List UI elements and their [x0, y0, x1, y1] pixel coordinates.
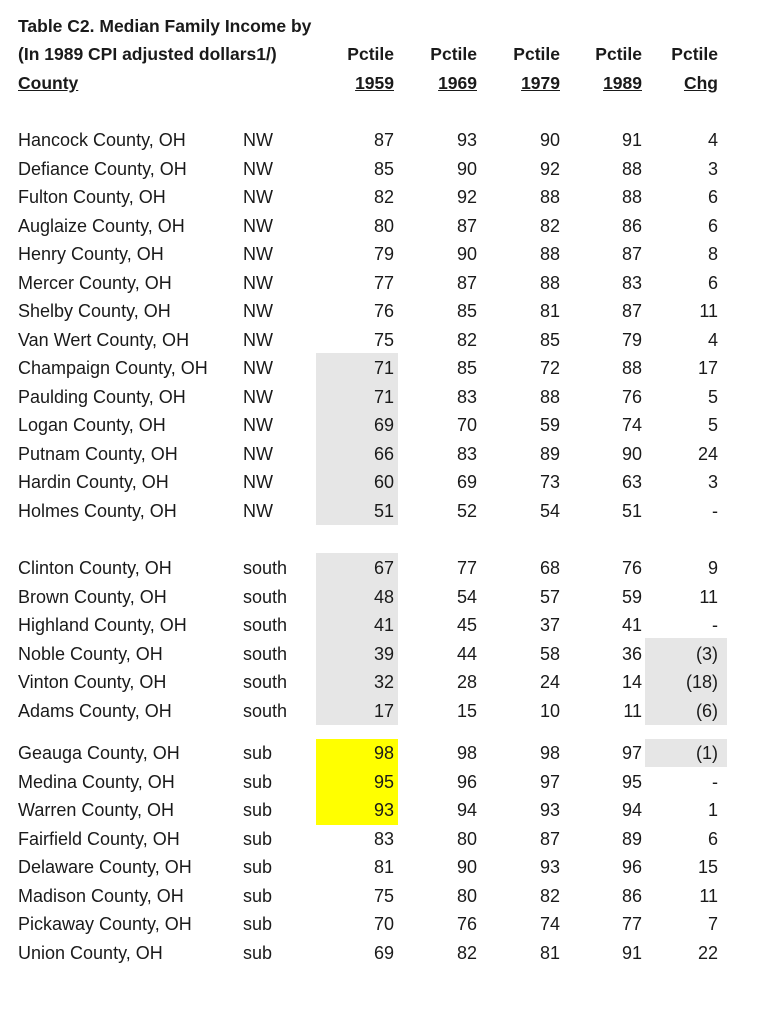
column-header-top-3: Pctile	[595, 44, 642, 64]
value-cell: 81	[539, 942, 560, 963]
table-title: Table C2. Median Family Income by	[18, 16, 312, 36]
column-header-year-0: 1959	[355, 73, 394, 93]
value-cell: 91	[621, 130, 642, 150]
value-cell: 54	[539, 500, 560, 521]
value-cell: 11	[623, 700, 642, 721]
county-name: Delaware County, OH	[18, 857, 192, 877]
table-subtitle: (In 1989 CPI adjusted dollars1/)	[18, 44, 277, 64]
value-cell: 7	[707, 914, 718, 934]
county-name: Warren County, OH	[18, 800, 175, 820]
value-cell: 17	[373, 700, 394, 721]
value-cell: 85	[456, 358, 477, 378]
value-cell: 96	[456, 771, 477, 792]
county-name: Fairfield County, OH	[18, 828, 180, 849]
value-cell: 80	[456, 885, 477, 906]
value-cell: 68	[539, 558, 560, 578]
value-cell: 85	[456, 301, 477, 321]
region-label: sub	[243, 800, 273, 820]
value-cell: 97	[621, 743, 642, 763]
value-cell: 44	[456, 643, 477, 664]
value-cell: 83	[456, 443, 477, 464]
value-cell: 51	[621, 500, 642, 521]
region-label: NW	[243, 301, 273, 321]
value-cell: 4	[707, 329, 718, 350]
county-name: Hardin County, OH	[18, 472, 169, 492]
value-cell: 92	[539, 158, 560, 179]
region-label: sub	[243, 828, 273, 849]
value-cell: 6	[707, 828, 718, 849]
county-name: Fulton County, OH	[18, 187, 166, 207]
value-cell: 45	[456, 615, 477, 635]
value-cell: 77	[373, 272, 394, 293]
value-cell: 93	[539, 800, 560, 820]
value-cell: 86	[621, 885, 642, 906]
value-cell: 90	[539, 130, 560, 150]
value-cell: 89	[539, 443, 560, 464]
county-name: Vinton County, OH	[18, 672, 167, 692]
value-cell: 94	[456, 800, 477, 820]
value-cell: 28	[456, 672, 477, 692]
value-cell: 76	[373, 301, 394, 321]
value-cell: 70	[373, 914, 394, 934]
region-label: south	[243, 672, 288, 692]
value-cell: 91	[621, 942, 642, 963]
value-cell: 90	[456, 857, 477, 877]
value-cell: 63	[621, 472, 642, 492]
county-name: Paulding County, OH	[18, 386, 186, 407]
value-cell: 71	[373, 358, 394, 378]
region-label: south	[243, 586, 288, 607]
value-cell: 93	[456, 130, 477, 150]
county-name: Hancock County, OH	[18, 130, 186, 150]
county-name: Logan County, OH	[18, 415, 166, 435]
value-cell: 6	[707, 272, 718, 293]
value-cell: 39	[373, 643, 394, 664]
county-name: Auglaize County, OH	[18, 215, 185, 236]
region-label: sub	[243, 914, 273, 934]
value-cell: 70	[456, 415, 477, 435]
value-cell: 48	[373, 586, 394, 607]
region-label: NW	[243, 187, 273, 207]
value-cell: 52	[456, 500, 477, 521]
value-cell: 98	[456, 743, 477, 763]
value-cell: 88	[539, 187, 560, 207]
value-cell: 69	[373, 415, 394, 435]
value-cell: (18)	[685, 672, 718, 692]
region-label: sub	[243, 743, 273, 763]
value-cell: 87	[621, 244, 642, 264]
region-label: sub	[243, 942, 273, 963]
value-cell: 1	[707, 800, 718, 820]
county-name: Union County, OH	[18, 942, 163, 963]
value-cell: 54	[456, 586, 477, 607]
value-cell: 95	[621, 771, 642, 792]
value-cell: (3)	[696, 643, 718, 664]
column-header-year-1: 1969	[438, 73, 477, 93]
value-cell: 5	[707, 386, 718, 407]
value-cell: 75	[373, 885, 394, 906]
county-column-header: County	[18, 73, 79, 93]
value-cell: 90	[456, 158, 477, 179]
value-cell: 88	[539, 244, 560, 264]
value-cell: 59	[539, 415, 560, 435]
value-cell: 94	[621, 800, 642, 820]
value-cell: 72	[539, 358, 560, 378]
value-cell: 11	[699, 586, 718, 607]
county-name: Pickaway County, OH	[18, 914, 192, 934]
county-name: Mercer County, OH	[18, 272, 172, 293]
value-cell: 85	[539, 329, 560, 350]
value-cell: 9	[707, 558, 718, 578]
value-cell: 74	[621, 415, 642, 435]
value-cell: 66	[373, 443, 394, 464]
value-cell: 74	[539, 914, 560, 934]
value-cell: 15	[697, 857, 718, 877]
value-cell: 5	[707, 415, 718, 435]
value-cell: 60	[373, 472, 394, 492]
column-header-top-0: Pctile	[347, 44, 394, 64]
value-cell: 24	[697, 443, 718, 464]
value-cell: 6	[707, 215, 718, 236]
value-cell: 69	[456, 472, 477, 492]
column-header-year-3: 1989	[603, 73, 642, 93]
value-cell: 41	[373, 615, 394, 635]
value-cell: 24	[539, 672, 560, 692]
value-cell: 88	[621, 358, 642, 378]
region-label: NW	[243, 500, 273, 521]
value-cell: -	[712, 771, 718, 792]
region-label: NW	[243, 415, 273, 435]
value-cell: 82	[373, 187, 394, 207]
region-label: NW	[243, 272, 273, 293]
value-cell: 80	[373, 215, 394, 236]
value-cell: 79	[621, 329, 642, 350]
county-name: Holmes County, OH	[18, 500, 177, 521]
county-name: Adams County, OH	[18, 700, 172, 721]
value-cell: 80	[456, 828, 477, 849]
column-header-top-1: Pctile	[430, 44, 477, 64]
region-label: south	[243, 615, 288, 635]
value-cell: 79	[373, 244, 394, 264]
value-cell: 69	[373, 942, 394, 963]
county-name: Henry County, OH	[18, 244, 164, 264]
value-cell: 87	[456, 272, 477, 293]
value-cell: 87	[373, 130, 394, 150]
value-cell: 82	[539, 215, 560, 236]
value-cell: 11	[699, 301, 718, 321]
region-label: NW	[243, 215, 273, 236]
value-cell: 93	[373, 800, 394, 820]
value-cell: 17	[697, 358, 718, 378]
region-label: NW	[243, 472, 273, 492]
value-cell: 57	[539, 586, 560, 607]
value-cell: 15	[456, 700, 477, 721]
value-cell: 51	[373, 500, 394, 521]
value-cell: 98	[373, 743, 394, 763]
value-cell: 6	[707, 187, 718, 207]
column-header-year-4: Chg	[683, 73, 718, 93]
county-name: Noble County, OH	[18, 643, 163, 664]
value-cell: 87	[539, 828, 560, 849]
value-cell: 93	[539, 857, 560, 877]
region-label: NW	[243, 158, 273, 179]
value-cell: 76	[621, 558, 642, 578]
value-cell: 10	[539, 700, 560, 721]
value-cell: 89	[621, 828, 642, 849]
value-cell: 73	[539, 472, 560, 492]
value-cell: 82	[539, 885, 560, 906]
value-cell: 59	[621, 586, 642, 607]
value-cell: 81	[539, 301, 560, 321]
county-name: Champaign County, OH	[18, 358, 208, 378]
value-cell: 76	[621, 386, 642, 407]
value-cell: 58	[539, 643, 560, 664]
value-cell: 83	[621, 272, 642, 293]
value-cell: 3	[707, 158, 718, 179]
value-cell: 32	[373, 672, 394, 692]
region-label: NW	[243, 386, 273, 407]
value-cell: 67	[373, 558, 394, 578]
value-cell: 82	[456, 329, 477, 350]
value-cell: 85	[373, 158, 394, 179]
county-name: Brown County, OH	[18, 586, 167, 607]
value-cell: 22	[697, 942, 718, 963]
value-cell: 41	[621, 615, 642, 635]
column-header-top-2: Pctile	[513, 44, 560, 64]
value-cell: 88	[621, 158, 642, 179]
value-cell: 90	[621, 443, 642, 464]
county-name: Medina County, OH	[18, 771, 175, 792]
value-cell: 77	[621, 914, 642, 934]
value-cell: 88	[621, 187, 642, 207]
value-cell: 83	[373, 828, 394, 849]
region-label: sub	[243, 885, 273, 906]
county-name: Clinton County, OH	[18, 558, 172, 578]
value-cell: -	[712, 615, 718, 635]
value-cell: 36	[621, 643, 642, 664]
value-cell: 71	[373, 386, 394, 407]
column-header-top-4: Pctile	[671, 44, 718, 64]
value-cell: (1)	[696, 743, 718, 763]
county-name: Madison County, OH	[18, 885, 184, 906]
value-cell: 86	[621, 215, 642, 236]
county-name: Van Wert County, OH	[18, 329, 190, 350]
value-cell: 77	[456, 558, 477, 578]
region-label: south	[243, 643, 288, 664]
county-name: Shelby County, OH	[18, 301, 171, 321]
value-cell: 92	[456, 187, 477, 207]
region-label: NW	[243, 443, 273, 464]
value-cell: 82	[456, 942, 477, 963]
region-label: NW	[243, 358, 273, 378]
value-cell: 96	[621, 857, 642, 877]
value-cell: 3	[707, 472, 718, 492]
value-cell: 88	[539, 386, 560, 407]
county-name: Highland County, OH	[18, 615, 187, 635]
value-cell: 87	[621, 301, 642, 321]
value-cell: 37	[539, 615, 560, 635]
region-label: NW	[243, 130, 273, 150]
value-cell: 83	[456, 386, 477, 407]
value-cell: 81	[373, 857, 394, 877]
region-label: NW	[243, 329, 273, 350]
value-cell: 11	[699, 885, 718, 906]
value-cell: 4	[707, 130, 718, 150]
county-name: Defiance County, OH	[18, 158, 187, 179]
region-label: NW	[243, 244, 273, 264]
region-label: south	[243, 700, 288, 721]
value-cell: 98	[539, 743, 560, 763]
region-label: south	[243, 558, 288, 578]
value-cell: 87	[456, 215, 477, 236]
value-cell: 8	[707, 244, 718, 264]
value-cell: 14	[621, 672, 642, 692]
region-label: sub	[243, 857, 273, 877]
value-cell: (6)	[696, 700, 718, 721]
region-label: sub	[243, 771, 273, 792]
value-cell: 90	[456, 244, 477, 264]
county-name: Geauga County, OH	[18, 743, 180, 763]
column-header-year-2: 1979	[521, 73, 560, 93]
county-name: Putnam County, OH	[18, 443, 178, 464]
value-cell: 75	[373, 329, 394, 350]
value-cell: -	[712, 500, 718, 521]
value-cell: 88	[539, 272, 560, 293]
value-cell: 95	[373, 771, 394, 792]
value-cell: 76	[456, 914, 477, 934]
value-cell: 97	[539, 771, 560, 792]
